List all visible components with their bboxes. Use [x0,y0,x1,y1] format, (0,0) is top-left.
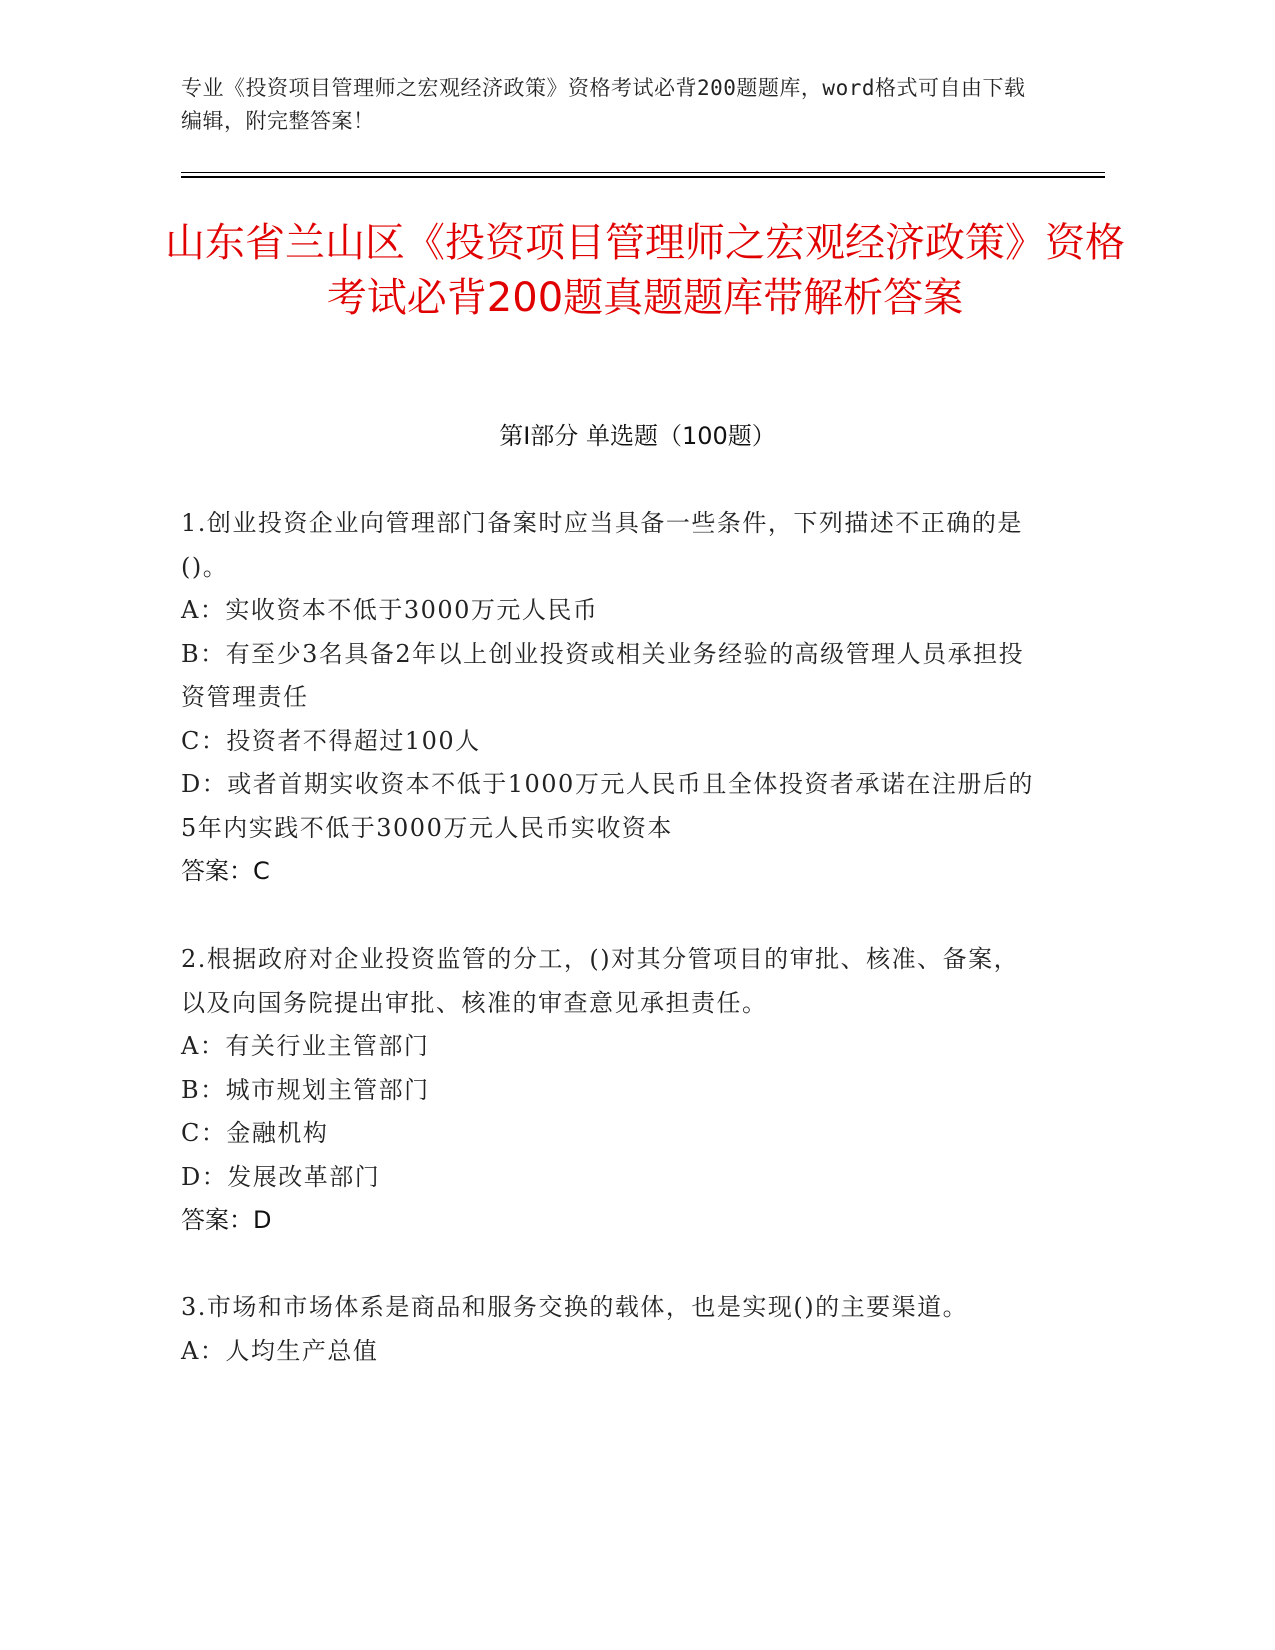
question-stem: 2.根据政府对企业投资监管的分工，()对其分管项目的审批、核准、备案，以及向国务院提出审批、核准的审查意见承担责任。 [181,945,1020,1017]
header-divider-thick [181,176,1105,178]
answer: 答案：D [181,1206,272,1234]
header-note: 专业《投资项目管理师之宏观经济政策》资格考试必背200题题库，word格式可自由下载编辑，附完整答案！ [181,76,1026,133]
question-stem: 1.创业投资企业向管理部门备案时应当具备一些条件，下列描述不正确的是()。 [181,509,1023,581]
document-title: 山东省兰山区《投资项目管理师之宏观经济政策》资格考试必背200题真题题库带解析答案 [165,220,1125,321]
option-d: D：发展改革部门 [181,1162,381,1191]
question-3 [181,1286,1041,1373]
option-c: C：投资者不得超过100人 [181,726,481,755]
option-b: B：有至少3名具备2年以上创业投资或相关业务经验的高级管理人员承担投资管理责任 [181,639,1025,711]
answer: 答案：C [181,857,270,885]
option-a: A：有关行业主管部门 [181,1032,430,1060]
option-b: B：城市规划主管部门 [181,1075,430,1104]
header-divider-thin [181,172,1105,173]
section-title: 第Ⅰ部分 单选题（100题） [499,422,776,450]
question-2 [181,938,1041,1243]
question-1 [181,502,1041,894]
option-a: A：人均生产总值 [181,1336,379,1365]
option-a: A：实收资本不低于3000万元人民币 [181,596,599,624]
option-c: C：金融机构 [181,1119,329,1147]
option-d: D：或者首期实收资本不低于1000万元人民币且全体投资者承诺在注册后的5年内实践不低于3000万元人民币实收资本 [181,770,1034,842]
question-stem: 3.市场和市场体系是商品和服务交换的载体，也是实现()的主要渠道。 [181,1293,969,1321]
